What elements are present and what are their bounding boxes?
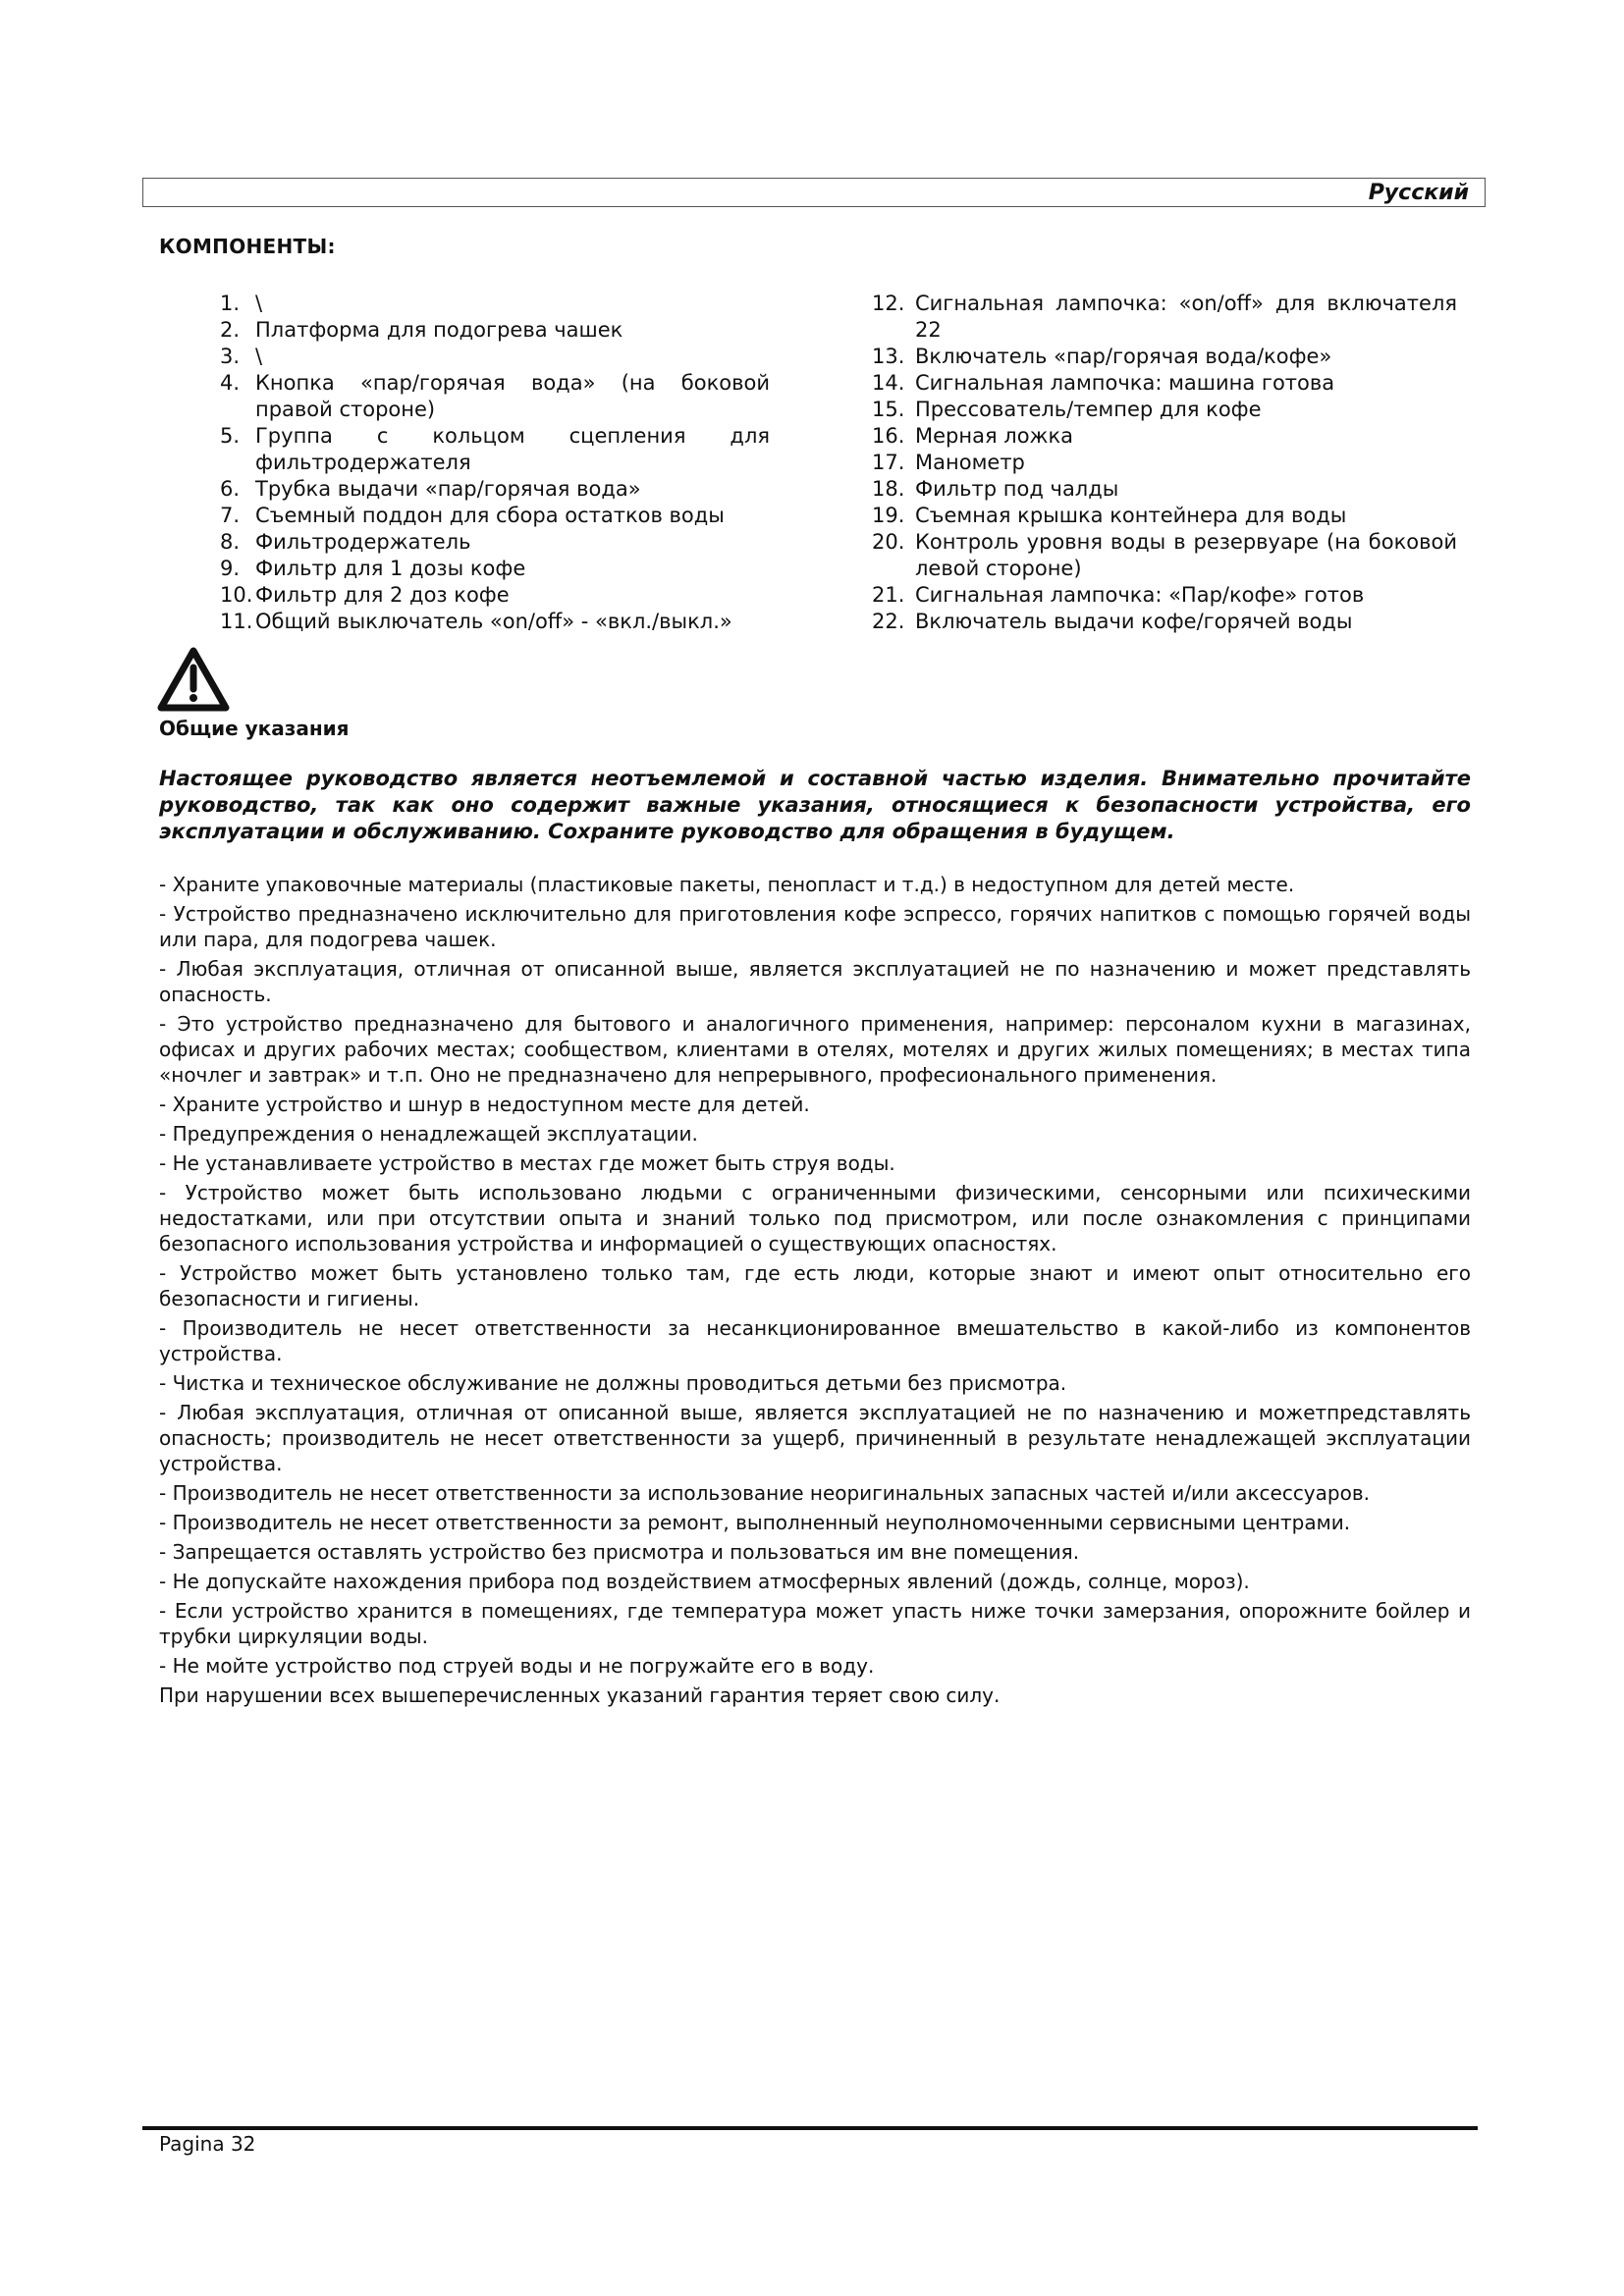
instruction-paragraph: - Любая эксплуатация, отличная от описанной выше, является эксплуатацией не по назначению и можетпредставлять опасность; производитель не несет ответственности за ущерб, причиненный в результате ненадлежащей эксплуатации устройства. (159, 1401, 1471, 1475)
instruction-paragraph: - Не устанавливаете устройство в местах где может быть струя воды. (159, 1151, 895, 1175)
list-item (872, 529, 1457, 582)
item-number: 20. (872, 530, 905, 554)
item-number: 15. (872, 398, 905, 421)
instruction-paragraph: - Производитель не несет ответственности за несанкционированное вмешательство в какой-либо из компонентов устройства. (159, 1316, 1471, 1365)
instruction-paragraph: - Храните устройство и шнур в недоступном месте для детей. (159, 1093, 810, 1116)
item-text: Сигнальная лампочка: «Пар/кофе» готов (915, 583, 1365, 607)
item-text: Съемная крышка контейнера для воды (915, 504, 1347, 527)
item-text: Прессователь/темпер для кофе (915, 398, 1262, 421)
item-number: 5. (220, 424, 241, 448)
manual-intro-text: Настоящее руководство является неотъемлемой и составной частью изделия. Внимательно прочитайте руководство, так как оно содержит важные указания, относящиеся к безопасности устройства, его эксплуатации и обслуживанию. Сохраните руководство для обращения в будущем. (159, 767, 1471, 843)
instruction-paragraph: - Запрещается оставлять устройство без присмотра и пользоваться им вне помещения. (159, 1540, 1080, 1564)
instruction-paragraph: - Устройство предназначено исключительно для приготовления кофе эспрессо, горячих напитков с помощью горячей воды или пара, для подогрева чашек. (159, 902, 1471, 951)
item-number: 8. (220, 530, 241, 554)
list-item (872, 344, 1457, 370)
instruction-paragraph: - Это устройство предназначено для бытового и аналогичного применения, например: персоналом кухни в магазинах, офисах и других рабочих местах; сообществом, клиентами в отелях, мотелях и других жилых помещениях; в местах типа «ночлег и завтрак» и т.п. Оно не предназначено для непрерывного, професионального применения. (159, 1012, 1471, 1087)
list-item (872, 503, 1457, 529)
list-item (872, 291, 1457, 344)
warning-triangle-icon (157, 646, 230, 713)
instruction-paragraph: При нарушении всех вышеперечисленных указаний гарантия теряет свою силу. (159, 1683, 1001, 1707)
item-text: Фильтр для 2 доз кофе (255, 583, 510, 607)
list-item (220, 344, 770, 370)
item-number: 4. (220, 371, 241, 395)
list-item (872, 582, 1457, 609)
item-text: Фильтр для 1 дозы кофе (255, 557, 526, 580)
instruction-paragraph: - Если устройство хранится в помещениях, где температура может упасть ниже точки замерзания, опорожните бойлер и трубки циркуляции воды. (159, 1599, 1471, 1648)
item-number: 7. (220, 504, 241, 527)
item-text: Кнопка «пар/горячая вода» (на боковой правой стороне) (255, 371, 770, 421)
item-number: 10. (220, 583, 253, 607)
list-item (220, 291, 770, 317)
item-text: Сигнальная лампочка: «on/off» для включателя 22 (915, 292, 1457, 342)
instruction-paragraph: - Производитель не несет ответственности за использование неоригинальных запасных частей и/или аксессуаров. (159, 1481, 1370, 1505)
item-text: Фильтр под чалды (915, 477, 1119, 501)
language-label: Русский (1368, 181, 1469, 205)
list-item (220, 582, 770, 609)
list-item (872, 476, 1457, 503)
item-number: 2. (220, 318, 241, 342)
general-instructions-heading: Общие указания (159, 717, 350, 740)
item-text: \ (255, 292, 263, 315)
instruction-paragraph: - Чистка и техническое обслуживание не должны проводиться детьми без присмотра. (159, 1371, 1067, 1395)
item-text: Фильтродержатель (255, 530, 471, 554)
item-number: 12. (872, 292, 905, 315)
instruction-paragraph: - Не допускайте нахождения прибора под воздействием атмосферных явлений (дождь, солнце, мороз). (159, 1570, 1250, 1593)
instruction-paragraph: - Производитель не несет ответственности за ремонт, выполненный неуполномоченными сервисными центрами. (159, 1511, 1351, 1534)
list-item (872, 609, 1457, 635)
components-list-left (220, 291, 770, 635)
instruction-paragraph: - Любая эксплуатация, отличная от описанной выше, является эксплуатацией не по назначению и может представлять опасность. (159, 957, 1471, 1006)
instruction-paragraph: - Устройство может быть установлено только там, где есть люди, которые знают и имеют опыт относительно его безопасности и гигиены. (159, 1261, 1471, 1310)
item-number: 18. (872, 477, 905, 501)
page-number: Pagina 32 (159, 2132, 256, 2156)
list-item (872, 397, 1457, 423)
item-number: 21. (872, 583, 905, 607)
item-number: 9. (220, 557, 241, 580)
item-number: 11. (220, 610, 253, 633)
instruction-paragraph: - Устройство может быть использовано людьми с ограниченными физическими, сенсорными или психическими недостатками, или при отсутствии опыта и знаний только под присмотром, или после ознакомления с принципами безопасного использования устройства и информацией о существующих опасностях. (159, 1181, 1471, 1255)
item-text: Сигнальная лампочка: машина готова (915, 371, 1335, 395)
item-text: Платформа для подогрева чашек (255, 318, 623, 342)
item-text: Съемный поддон для сбора остатков воды (255, 504, 725, 527)
item-text: Группа с кольцом сцепления для фильтродержателя (255, 424, 770, 474)
item-number: 1. (220, 292, 241, 315)
list-item (220, 529, 770, 556)
item-number: 16. (872, 424, 905, 448)
item-number: 17. (872, 451, 905, 474)
item-text: Мерная ложка (915, 424, 1074, 448)
components-list-right (872, 291, 1457, 635)
list-item (872, 450, 1457, 476)
safety-instructions (159, 872, 1471, 1712)
list-item (220, 317, 770, 344)
instruction-paragraph: - Храните упаковочные материалы (пластиковые пакеты, пенопласт и т.д.) в недоступном для детей месте. (159, 873, 1295, 896)
footer-divider (142, 2126, 1478, 2130)
list-item (872, 423, 1457, 450)
item-text: Контроль уровня воды в резервуаре (на боковой левой стороне) (915, 530, 1457, 580)
item-number: 6. (220, 477, 241, 501)
item-number: 22. (872, 610, 905, 633)
item-text: Общий выключатель «on/off» - «вкл./выкл.» (255, 610, 732, 633)
item-number: 3. (220, 345, 241, 368)
list-item (220, 609, 770, 635)
list-item (220, 476, 770, 503)
item-text: \ (255, 345, 263, 368)
list-item (220, 423, 770, 476)
item-text: Включатель выдачи кофе/горячей воды (915, 610, 1353, 633)
components-title: КОМПОНЕНТЫ: (159, 235, 336, 258)
list-item (220, 370, 770, 423)
list-item (220, 503, 770, 529)
item-text: Включатель «пар/горячая вода/кофе» (915, 345, 1332, 368)
item-number: 14. (872, 371, 905, 395)
item-number: 13. (872, 345, 905, 368)
item-text: Манометр (915, 451, 1025, 474)
list-item (220, 556, 770, 582)
item-number: 19. (872, 504, 905, 527)
item-text: Трубка выдачи «пар/горячая вода» (255, 477, 641, 501)
language-header-box (142, 178, 1486, 207)
list-item (872, 370, 1457, 397)
instruction-paragraph: - Не мойте устройство под струей воды и не погружайте его в воду. (159, 1654, 875, 1678)
instruction-paragraph: - Предупреждения о ненадлежащей эксплуатации. (159, 1122, 698, 1146)
